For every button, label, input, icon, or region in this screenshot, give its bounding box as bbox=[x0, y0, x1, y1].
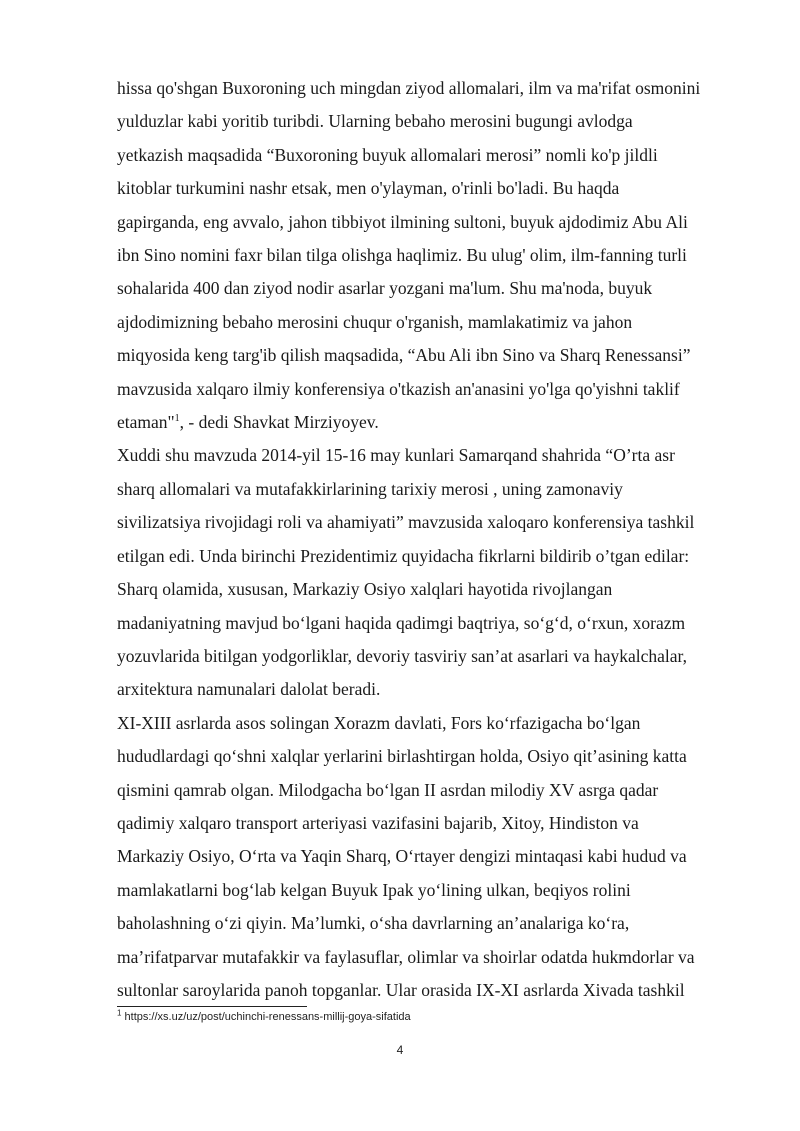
text-line: sohalarida 400 dan ziyod nodir asarlar yozgani ma'lum. Shu ma'noda, buyuk bbox=[117, 278, 653, 299]
footnote-link[interactable]: https://xs.uz/uz/post/uchinchi-renessans-millij-goya-sifatida bbox=[124, 1011, 411, 1023]
body-text bbox=[117, 72, 743, 1007]
text-line: gapirganda, eng avvalo, jahon tibbiyot ilmining sultoni, buyuk ajdodimiz Abu Ali bbox=[117, 211, 688, 232]
text-line: Markaziy Osiyo, O‘rta va Yaqin Sharq, O‘rtayer dengizi mintaqasi kabi hudud va bbox=[117, 846, 687, 867]
text-line: qismini qamrab olgan. Milodgacha bo‘lgan II asrdan milodiy XV asrga qadar bbox=[117, 779, 659, 800]
text-line: XI-XIII asrlarda asos solingan Xorazm davlati, Fors ko‘rfazigacha bo‘lgan bbox=[117, 712, 641, 733]
text-line: arxitektura namunalari dalolat beradi. bbox=[117, 679, 381, 700]
text-line: mamlakatlarni bog‘lab kelgan Buyuk Ipak yo‘lining ulkan, beqiyos rolini bbox=[117, 879, 631, 900]
footnote-number: 1 bbox=[117, 1008, 122, 1018]
text-line: hududlardagi qo‘shni xalqlar yerlarini birlashtirgan holda, Osiyo qit’asining katta bbox=[117, 746, 687, 767]
text-line bbox=[117, 406, 743, 439]
text-line: yetkazish maqsadida “Buxoroning buyuk allomalari merosi” nomli ko'p jildli bbox=[117, 144, 658, 165]
text-line: miqyosida keng targ'ib qilish maqsadida, “Abu Ali ibn Sino va Sharq Renessansi” bbox=[117, 345, 691, 366]
text-line: Xuddi shu mavzuda 2014-yil 15-16 may kunlari Samarqand shahrida “O’rta asr bbox=[117, 445, 675, 466]
text-segment: etaman" bbox=[117, 412, 175, 433]
text-line: hissa qo'shgan Buxoroning uch mingdan ziyod allomalari, ilm va ma'rifat osmonini bbox=[117, 78, 701, 98]
text-line: etilgan edi. Unda birinchi Prezidentimiz quyidacha fikrlarni bildirib o’tgan edilar: bbox=[117, 545, 690, 566]
text-line: sharq allomalari va mutafakkirlarining tarixiy merosi , uning zamonaviy bbox=[117, 478, 623, 499]
text-line: sivilizatsiya rivojidagi roli va ahamiyati” mavzusida xaloqaro konferensiya tashkil bbox=[117, 512, 695, 533]
text-line: yulduzlar kabi yoritib turibdi. Ularning bebaho merosini bugungi avlodga bbox=[117, 111, 633, 132]
text-line: qadimiy xalqaro transport arteriyasi vazifasini bajarib, Xitoy, Hindiston va bbox=[117, 812, 639, 833]
footnote bbox=[117, 1008, 411, 1023]
text-line: madaniyatning mavjud bo‘lgani haqida qadimgi baqtriya, so‘g‘d, o‘rxun, xorazm bbox=[117, 612, 686, 633]
page-number: 4 bbox=[396, 1043, 404, 1057]
text-line: ajdodimizning bebaho merosini chuqur o'rganish, mamlakatimiz va jahon bbox=[117, 311, 633, 332]
text-line: kitoblar turkumini nashr etsak, men o'ylayman, o'rinli bo'ladi. Bu haqda bbox=[117, 178, 620, 199]
text-line: baholashning o‘zi qiyin. Ma’lumki, o‘sha davrlarning an’analariga ko‘ra, bbox=[117, 913, 630, 934]
footnote-separator bbox=[117, 1006, 307, 1007]
text-line: yozuvlarida bitilgan yodgorliklar, devoriy tasviriy san’at asarlari va haykalchalar, bbox=[117, 645, 688, 666]
text-line: sultonlar saroylarida panoh topganlar. Ular orasida IX-XI asrlarda Xivada tashkil bbox=[117, 979, 685, 1000]
text-line: ma’rifatparvar mutafakkir va faylasuflar, olimlar va shoirlar odatda hukmdorlar va bbox=[117, 946, 695, 967]
text-segment: , - dedi Shavkat Mirziyoyev. bbox=[179, 412, 379, 433]
footnote-reference[interactable]: 1 bbox=[174, 413, 180, 425]
text-line: mavzusida xalqaro ilmiy konferensiya o'tkazish an'anasini yo'lga qo'yishni taklif bbox=[117, 378, 680, 399]
text-line: ibn Sino nomini faxr bilan tilga olishga haqlimiz. Bu ulug' olim, ilm-fanning turli bbox=[117, 245, 687, 266]
text-line: Sharq olamida, xususan, Markaziy Osiyo xalqlari hayotida rivojlangan bbox=[117, 579, 613, 600]
